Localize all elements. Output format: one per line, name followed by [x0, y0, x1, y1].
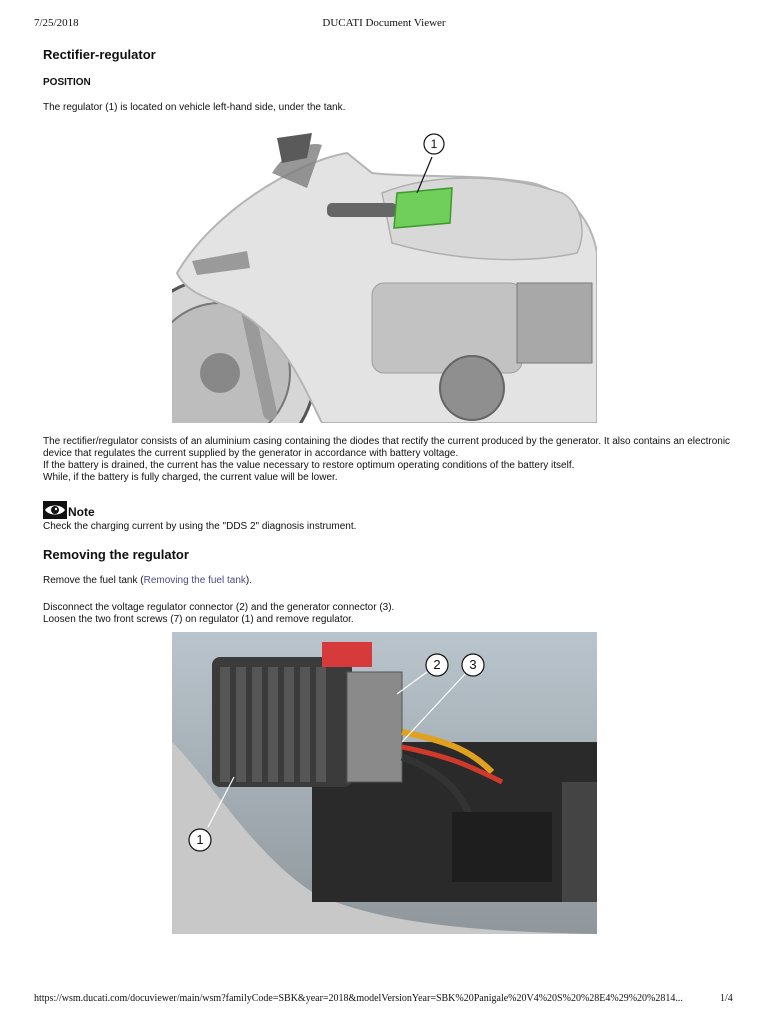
step1-prefix: Remove the fuel tank ( — [43, 575, 144, 586]
note-text: Check the charging current by using the "DDS 2" diagnosis instrument. — [43, 521, 357, 532]
description-block — [43, 436, 733, 484]
regulator-highlight — [394, 188, 452, 228]
print-footer-url: https://wsm.ducati.com/docuviewer/main/wsm?familyCode=SBK&year=2018&modelVersionYear=SBK%20Panigale%20V4%20S%20%28E4%29%20%2814... — [34, 993, 683, 1004]
print-date: 7/25/2018 — [34, 17, 79, 29]
description-line-2: If the battery is drained, the current has the value necessary to restore optimum operating conditions of the battery itself. — [43, 460, 575, 471]
section-title: Rectifier-regulator — [43, 47, 156, 62]
callout-2: 2 — [433, 657, 441, 672]
step-remove-tank — [43, 575, 252, 587]
print-title: DUCATI Document Viewer — [322, 17, 446, 29]
step-disconnect-line: Disconnect the voltage regulator connector (2) and the generator connector (3). — [43, 602, 395, 613]
callout-1: 1 — [430, 137, 438, 151]
print-page-number: 1/4 — [720, 993, 733, 1004]
position-heading: POSITION — [43, 77, 91, 88]
step-loosen-line: Loosen the two front screws (7) on regulator (1) and remove regulator. — [43, 614, 354, 625]
note-header — [43, 501, 95, 519]
callout-3: 3 — [469, 657, 477, 672]
removing-fuel-tank-link[interactable]: Removing the fuel tank — [143, 575, 246, 586]
note-label: Note — [68, 505, 95, 519]
motorcycle-illustration — [172, 133, 597, 423]
figure-motorcycle — [172, 133, 597, 423]
step1-suffix: ). — [245, 575, 252, 586]
intro-text: The regulator (1) is located on vehicle left-hand side, under the tank. — [43, 102, 346, 113]
description-line-3: While, if the battery is fully charged, the current value will be lower. — [43, 472, 338, 483]
removing-title: Removing the regulator — [43, 547, 189, 562]
description-line-1: The rectifier/regulator consists of an aluminium casing containing the diodes that rectify the current produced by the generator. It also contains an electronic device that regulates the current supplied by the generator in accordance with battery voltage. — [43, 436, 731, 459]
figure-regulator-photo — [172, 632, 597, 934]
callout-1b: 1 — [196, 832, 204, 847]
regulator-photo — [172, 632, 597, 934]
step-disconnect-block — [43, 602, 733, 626]
eye-icon — [43, 501, 67, 519]
regulator-unit — [212, 657, 352, 787]
